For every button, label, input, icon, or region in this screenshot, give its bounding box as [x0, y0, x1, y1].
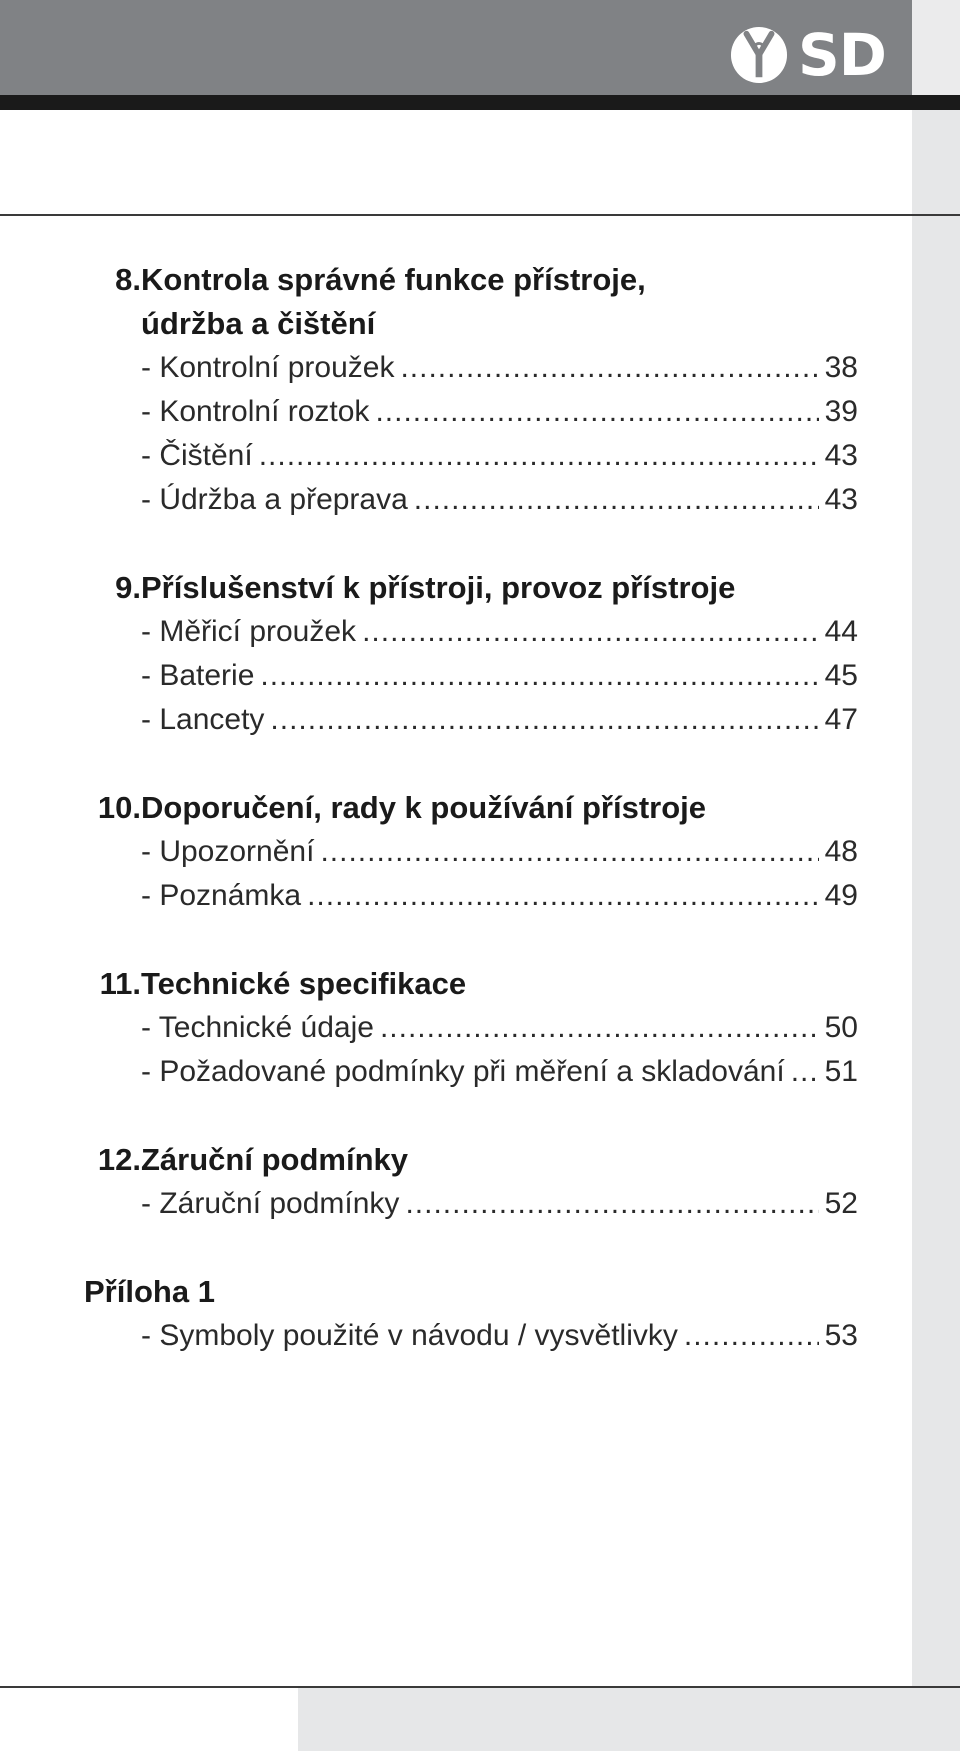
toc-section-10	[84, 786, 858, 918]
entry-label: - Kontrolní proužek	[141, 351, 395, 384]
section-title	[141, 258, 858, 346]
brand-logo	[730, 21, 886, 89]
dot-leader	[307, 874, 819, 918]
entry-label: - Upozornění	[141, 835, 315, 868]
toc-entry[interactable]	[84, 390, 858, 434]
dot-leader	[259, 434, 819, 478]
toc-entry[interactable]	[84, 478, 858, 522]
entry-page: 43	[824, 483, 858, 516]
section-number: 12.	[97, 1142, 141, 1177]
entry-page: 39	[824, 395, 858, 428]
footer-left	[0, 1688, 298, 1751]
toc-section-8	[84, 258, 858, 522]
entry-page: 52	[824, 1187, 858, 1220]
section-number: 8.	[115, 262, 141, 297]
toc-section-11	[84, 962, 858, 1094]
header-rule	[0, 95, 960, 110]
dot-leader	[320, 830, 818, 874]
toc-entry[interactable]	[84, 654, 858, 698]
toc-entry[interactable]	[84, 874, 858, 918]
section-heading	[84, 258, 858, 346]
entry-page: 50	[824, 1011, 858, 1044]
dot-leader	[260, 654, 818, 698]
dot-leader	[400, 346, 818, 390]
table-of-contents	[84, 258, 858, 1402]
section-title	[141, 566, 858, 610]
section-heading	[84, 786, 858, 830]
section-title	[141, 1138, 858, 1182]
section-number: 10.	[97, 790, 141, 825]
section-title-line: údržba a čištění	[141, 306, 376, 341]
side-strip-top	[912, 0, 960, 95]
dot-leader	[362, 610, 819, 654]
dot-leader	[684, 1314, 819, 1358]
toc-entry[interactable]	[84, 830, 858, 874]
entry-label: - Měřicí proužek	[141, 615, 357, 648]
entry-page: 49	[824, 879, 858, 912]
section-title-line: Kontrola správné funkce přístroje,	[141, 262, 646, 297]
entry-page: 43	[824, 439, 858, 472]
entry-label: - Baterie	[141, 659, 255, 692]
dot-leader	[375, 390, 818, 434]
appendix-heading: Příloha 1	[84, 1274, 215, 1309]
dot-leader	[791, 1050, 819, 1094]
entry-label: - Požadované podmínky při měření a skladování	[141, 1055, 785, 1088]
entry-label: - Lancety	[141, 703, 265, 736]
droplet-logo-icon	[730, 26, 788, 84]
toc-entry[interactable]	[84, 1182, 858, 1226]
toc-entry[interactable]	[84, 610, 858, 654]
entry-label: - Symboly použité v návodu / vysvětlivky	[141, 1319, 678, 1352]
section-heading	[84, 1138, 858, 1182]
toc-entry[interactable]	[84, 698, 858, 742]
dot-leader	[405, 1182, 818, 1226]
entry-label: - Záruční podmínky	[141, 1187, 400, 1220]
entry-page: 45	[824, 659, 858, 692]
entry-page: 44	[824, 615, 858, 648]
entry-page: 47	[824, 703, 858, 736]
section-number: 9.	[115, 570, 141, 605]
entry-page: 51	[824, 1055, 858, 1088]
entry-label: - Čištění	[141, 439, 253, 472]
section-title-line: Doporučení, rady k používání přístroje	[141, 790, 706, 825]
toc-entry[interactable]	[84, 1006, 858, 1050]
toc-entry[interactable]	[84, 346, 858, 390]
toc-entry[interactable]	[84, 1050, 858, 1094]
dot-leader	[414, 478, 819, 522]
dot-leader	[380, 1006, 819, 1050]
section-title-line: Záruční podmínky	[141, 1142, 408, 1177]
toc-section-12	[84, 1138, 858, 1226]
entry-page: 53	[824, 1319, 858, 1352]
section-title-line: Technické specifikace	[141, 966, 467, 1001]
section-title	[141, 962, 858, 1006]
logo-text: SD	[798, 21, 886, 89]
section-heading	[84, 962, 858, 1006]
section-number: 11.	[99, 966, 141, 1001]
section-title-line: Příslušenství k přístroji, provoz přístroje	[141, 570, 736, 605]
entry-label: - Kontrolní roztok	[141, 395, 370, 428]
dot-leader	[270, 698, 818, 742]
side-strip	[912, 0, 960, 1688]
entry-label: - Poznámka	[141, 879, 302, 912]
toc-appendix	[84, 1270, 858, 1358]
section-heading	[84, 566, 858, 610]
toc-section-9	[84, 566, 858, 742]
footer-strip	[298, 1688, 960, 1751]
toc-entry[interactable]	[84, 434, 858, 478]
entry-label: - Technické údaje	[141, 1011, 374, 1044]
section-title	[141, 786, 858, 830]
top-divider	[0, 214, 960, 216]
entry-page: 48	[824, 835, 858, 868]
entry-label: - Údržba a přeprava	[141, 483, 408, 516]
entry-page: 38	[824, 351, 858, 384]
toc-entry[interactable]	[84, 1314, 858, 1358]
